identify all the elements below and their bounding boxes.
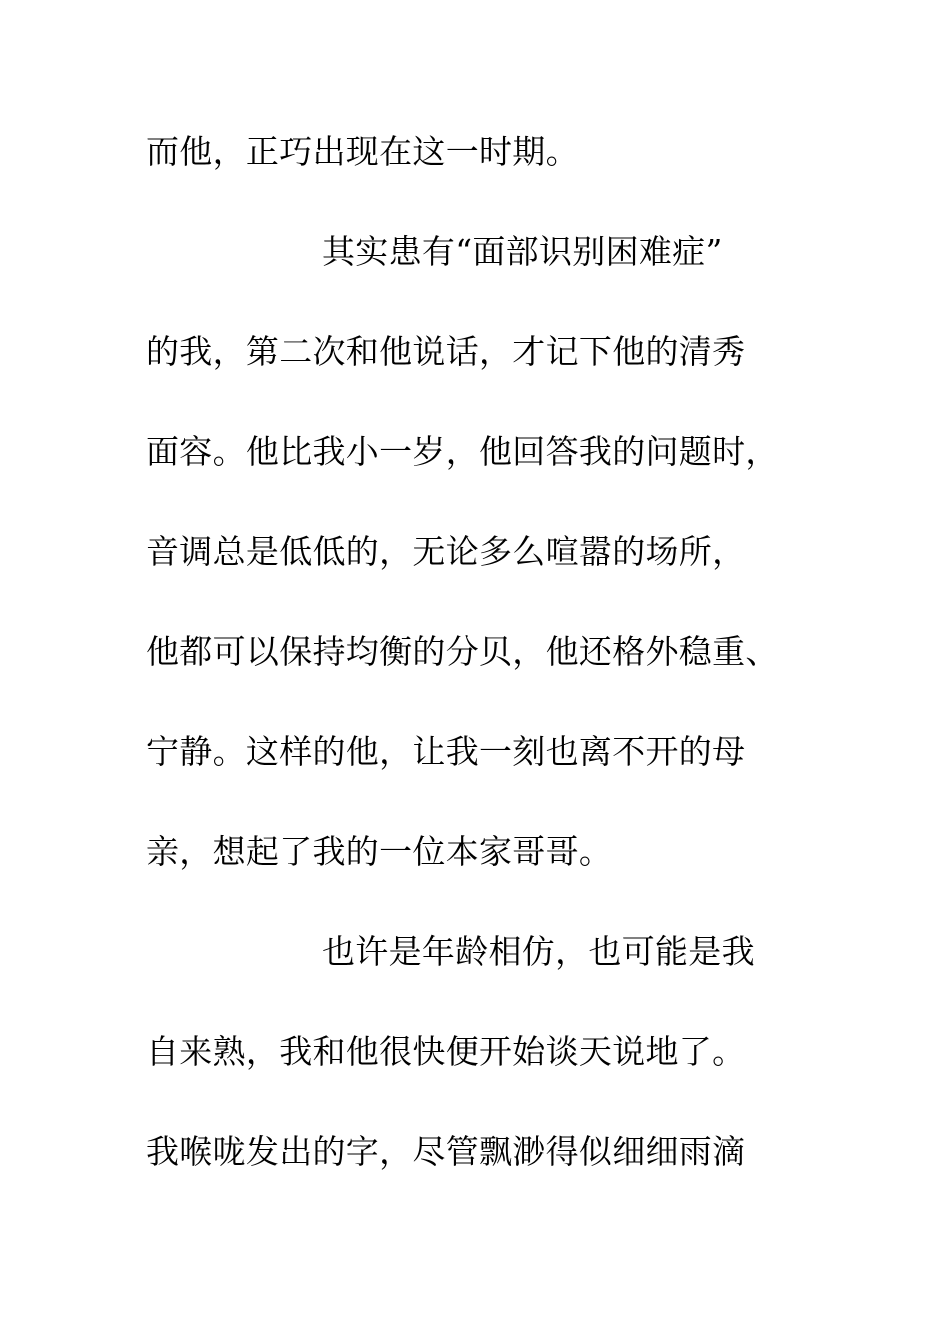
text-line-3: 的我，第二次和他说话，才记下他的清秀: [146, 332, 746, 371]
text-line-4: 面容。他比我小一岁，他回答我的问题时，: [146, 432, 779, 471]
text-line-1: 而他，正巧出现在这一时期。: [146, 132, 579, 171]
text-line-9: 也许是年龄相仿，也可能是我: [322, 932, 755, 971]
text-line-6: 他都可以保持均衡的分贝，他还格外稳重、: [146, 632, 779, 671]
text-line-7: 宁静。这样的他，让我一刻也离不开的母: [146, 732, 746, 771]
text-line-5: 音调总是低低的，无论多么喧嚣的场所，: [146, 532, 746, 571]
text-line-11: 我喉咙发出的字，尽管飘渺得似细细雨滴: [146, 1132, 746, 1171]
text-line-10: 自来熟，我和他很快便开始谈天说地了。: [146, 1032, 746, 1071]
text-line-8: 亲，想起了我的一位本家哥哥。: [146, 832, 613, 871]
text-line-2: 其实患有“面部识别困难症”: [322, 232, 723, 271]
